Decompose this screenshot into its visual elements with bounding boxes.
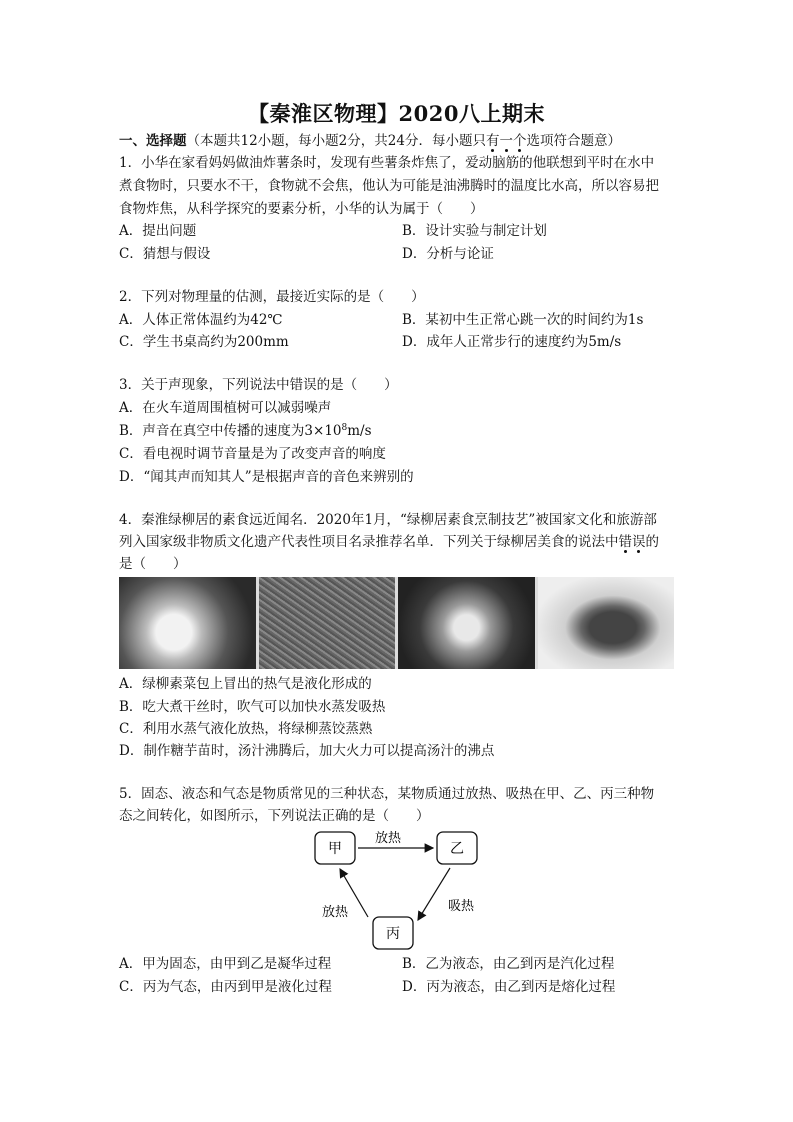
q5-stem-line: 态之间转化，如图所示，下列说法正确的是（ ）	[119, 808, 430, 824]
node-label-c: 丙	[386, 926, 400, 942]
state-change-diagram	[300, 822, 500, 957]
q4-stem-text-end: 的	[645, 534, 659, 550]
node-label-a: 甲	[328, 841, 342, 857]
emphasis-char: 有	[485, 133, 500, 149]
q1-stem-line: 1．小华在家看妈妈做油炸薯条时，发现有些薯条炸焦了，爱动脑筋的他联想到平时在水中	[119, 155, 655, 171]
q2-stem: 2．下列对物理量的估测，最接近实际的是（ ）	[119, 289, 425, 305]
q5-option-b: B．乙为液态，由乙到丙是汽化过程	[402, 956, 615, 972]
food-photo-soup	[538, 577, 675, 669]
exponent: 8	[341, 423, 348, 433]
arrow-b-to-c	[418, 868, 450, 920]
edge-label-ca: 放热	[322, 905, 349, 920]
food-photo-dumplings	[398, 577, 535, 669]
edge-label-ab: 放热	[374, 831, 402, 846]
food-photo-strip	[119, 577, 674, 669]
q4-option-c: C．利用水蒸气液化放热，将绿柳蒸饺蒸熟	[119, 721, 373, 737]
q1-option-c: C．猜想与假设	[119, 246, 211, 262]
food-photo-buns	[119, 577, 256, 669]
q3-option-b	[119, 420, 372, 442]
edge-label-bc: 吸热	[448, 899, 475, 914]
food-photo-noodles	[259, 577, 396, 669]
q2-option-d: D．成年人正常步行的速度约为5m/s	[402, 334, 622, 350]
q4-option-a: A．绿柳素菜包上冒出的热气是液化形成的	[119, 676, 372, 692]
q3-option-b-text: B．声音在真空中传播的速度为3×10	[119, 423, 342, 439]
q3-option-c: C．看电视时调节音量是为了改变声音的响度	[119, 446, 386, 462]
q4-stem-line: 是（ ）	[119, 556, 187, 572]
q5-stem-line: 5．固态、液态和气态是物质常见的三种状态，某物质通过放热、吸热在甲、乙、丙三种物	[119, 786, 655, 802]
q5-option-d: D．丙为液态，由乙到丙是熔化过程	[402, 979, 616, 995]
q5-option-a: A．甲为固态，由甲到乙是凝华过程	[119, 956, 332, 972]
unit: m/s	[347, 423, 372, 439]
q3-stem: 3．关于声现象，下列说法中错误的是（ ）	[119, 377, 398, 393]
q2-option-b: B．某初中生正常心跳一次的时间约为1s	[402, 312, 644, 328]
q1-option-b: B．设计实验与制定计划	[402, 223, 547, 239]
emphasis-char: 误	[632, 534, 646, 550]
q1-option-d: D．分析与论证	[402, 246, 494, 262]
q4-stem-line	[119, 531, 679, 553]
q4-option-b: B．吃大煮干丝时，吹气可以加快水蒸发吸热	[119, 699, 386, 715]
q1-stem-line: 食物炸焦，从科学探究的要素分析，小华的认为属于（ ）	[119, 201, 484, 217]
q5-option-c: C．丙为气态，由丙到甲是液化过程	[119, 979, 332, 995]
q3-option-a: A．在火车道周围植树可以减弱噪声	[119, 400, 332, 416]
section-header	[119, 130, 679, 152]
q3-option-d: D．“闻其声而知其人”是根据声音的音色来辨别的	[119, 469, 414, 485]
q4-stem-text: 列入国家级非物质文化遗产代表性项目名录推荐名单．下列关于绿柳居美食的说法中	[119, 534, 619, 550]
emphasis-char: 错	[618, 534, 632, 550]
q4-option-d: D．制作糖芋苗时，汤汁沸腾后，加大火力可以提高汤汁的沸点	[119, 743, 495, 759]
node-label-b: 乙	[450, 841, 464, 857]
q2-option-c: C．学生书桌高约为200mm	[119, 334, 289, 350]
q1-option-a: A．提出问题	[119, 223, 197, 239]
page-title: 【秦淮区物理】2020八上期末	[248, 101, 545, 126]
emphasis-char: 个	[512, 133, 527, 149]
emphasis-char: 一	[499, 133, 513, 149]
section-heading: 一、选择题	[119, 133, 187, 149]
section-note: （本题共12小题，每小题2分，共24分．每小题只	[186, 133, 486, 149]
q4-stem-line: 4．秦淮绿柳居的素食远近闻名．2020年1月，“绿柳居素食烹制技艺”被国家文化和旅游部	[119, 512, 657, 528]
section-note-end: 选项符合题意）	[526, 133, 621, 149]
q1-stem-line: 煮食物时，只要水不干，食物就不会焦，他认为可能是油沸腾时的温度比水高，所以容易把	[119, 178, 659, 194]
q2-option-a: A．人体正常体温约为42℃	[119, 312, 283, 328]
